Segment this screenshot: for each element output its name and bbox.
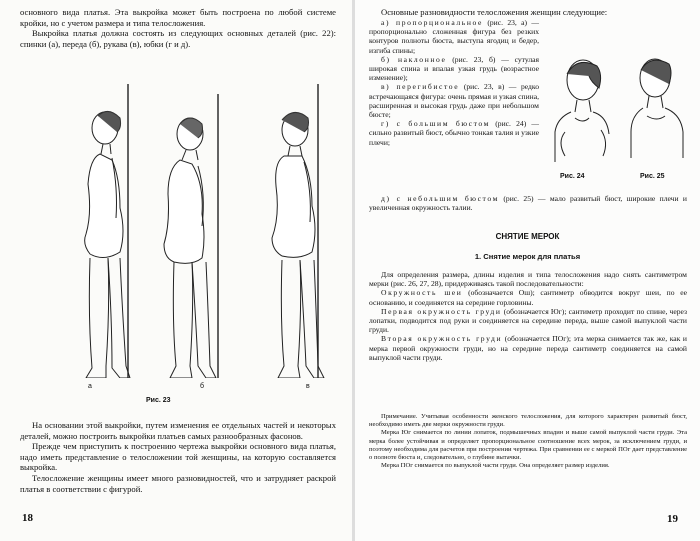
- left-para-5: Телосложение женщины имеет много разновидностей, что и затрудняет раскрой платья в соответствии с фигурой.: [20, 472, 336, 494]
- measurements-text: [369, 270, 687, 362]
- body-types-list: [369, 18, 539, 147]
- fig23-label-a: а: [88, 383, 92, 390]
- right-page: [355, 0, 700, 541]
- left-para-4: Прежде чем приступить к построению чертежа выкройки основного вида платья, надо иметь представление о телосложении той женщины, на которую составляется выкройка.: [20, 441, 336, 473]
- figure-23-illustration: [0, 58, 352, 378]
- left-page-number: 18: [22, 512, 33, 524]
- measurements-intro: Для определения размера, длины изделия и типа телосложения надо снять сантиметром мерки (рис. 26, 27, 28), придерживаясь такой последовательности:: [369, 270, 687, 289]
- body-type-e: д) с небольшим бюстом (рис. 25) — мало развитый бюст, широкие плечи и увеличенная окружность талии.: [369, 194, 687, 213]
- right-intro: Основные разновидности телосложения женщин следующие:: [381, 7, 608, 17]
- left-para-1: основного вида платья. Эта выкройка может быть построена по любой системе кройки, но с учетом размера и типа телосложения. Выкройка платья должна состоять из следующих основных деталей (рис. 22): спинки (а), переда (б), рукава (в), юбки (г и д).: [20, 7, 336, 49]
- notes-block: [369, 413, 687, 470]
- note-2: Мерка Юг снимается по линии лопаток, подмышечных впадин и выше самой выпуклой части груди. Эта мерка более устойчивая и определяет пропорциональное соотношение всех мерок, за исключением груди, и поэтому необходима для расчетов при построении чертежа. При сравнении ее с меркой ПОг дает представление о полноте бюста и, следовательно, о глубине вытачки.: [369, 429, 687, 462]
- note-1: Примечание. Учитывая особенности женского телосложения, для которого характерен развитый бюст, необходимо иметь две мерки окружности груди.: [369, 413, 687, 429]
- measure-chest-1: Первая окружность груди (обозначается Юг); сантиметр проходит по спине, через лопатки, подводится под руки и соединяется на середине переда, выше самой выпуклой части груди.: [369, 306, 687, 335]
- left-body-text: [20, 420, 336, 494]
- fig25-caption: Рис. 25: [640, 173, 665, 180]
- figure-25-illustration: [623, 52, 693, 162]
- subsection-title: 1. Снятие мерок для платья: [474, 252, 581, 261]
- fig24-caption: Рис. 24: [560, 173, 585, 180]
- body-type-b: б) наклонное (рис. 23, б) — сутулая широкая спина и впалая узкая грудь (возрастное изменение);: [369, 54, 539, 83]
- measure-chest-2: Вторая окружность груди (обозначается ПОг); эта мерка снимается так же, как и мерка первой окружности груди, но на середине переда сантиметр соединяется на самой выпуклой части груди.: [369, 334, 687, 362]
- left-para-3: На основании этой выкройки, путем изменения ее отдельных частей и некоторых деталей, можно построить выкройки платьев самых разнообразных фасонов.: [20, 420, 336, 441]
- body-type-c: в) перегибистое (рис. 23, в) — редко встречающаяся фигура: очень прямая и узкая спина, расширенная и высокая грудь даже при небольшом бюсте;: [369, 82, 539, 120]
- section-title: СНЯТИЕ МЕРОК: [495, 232, 560, 241]
- left-para-2: Выкройка платья должна состоять из следующих основных деталей (рис. 22): спинки (а), переда (б), рукава (в), юбки (г и д).: [20, 28, 336, 49]
- fig23-label-b: б: [200, 383, 205, 390]
- body-type-a: а) пропорциональное (рис. 23, а) — пропорционально сложенная фигура без резких контуров полноты бюста, выступа ягодиц и бедер, изгиба спины;: [369, 18, 540, 55]
- note-3: Мерка ПОг снимается по выпуклой части груди. Она определяет размер изделия.: [381, 462, 610, 470]
- figure-24-illustration: [541, 52, 621, 162]
- measure-neck: Окружность шеи (обозначается Ош); сантиметр обводится вокруг шеи, по ее основанию, и соединяется на середине горловины.: [369, 288, 687, 307]
- fig23-label-c: в: [306, 383, 310, 390]
- fig23-caption: Рис. 23: [146, 397, 171, 404]
- body-type-d: г) с большим бюстом (рис. 24) — сильно развитый бюст, обычно тонкая талия и узкие плечи;: [369, 119, 539, 147]
- right-page-number: 19: [667, 513, 678, 525]
